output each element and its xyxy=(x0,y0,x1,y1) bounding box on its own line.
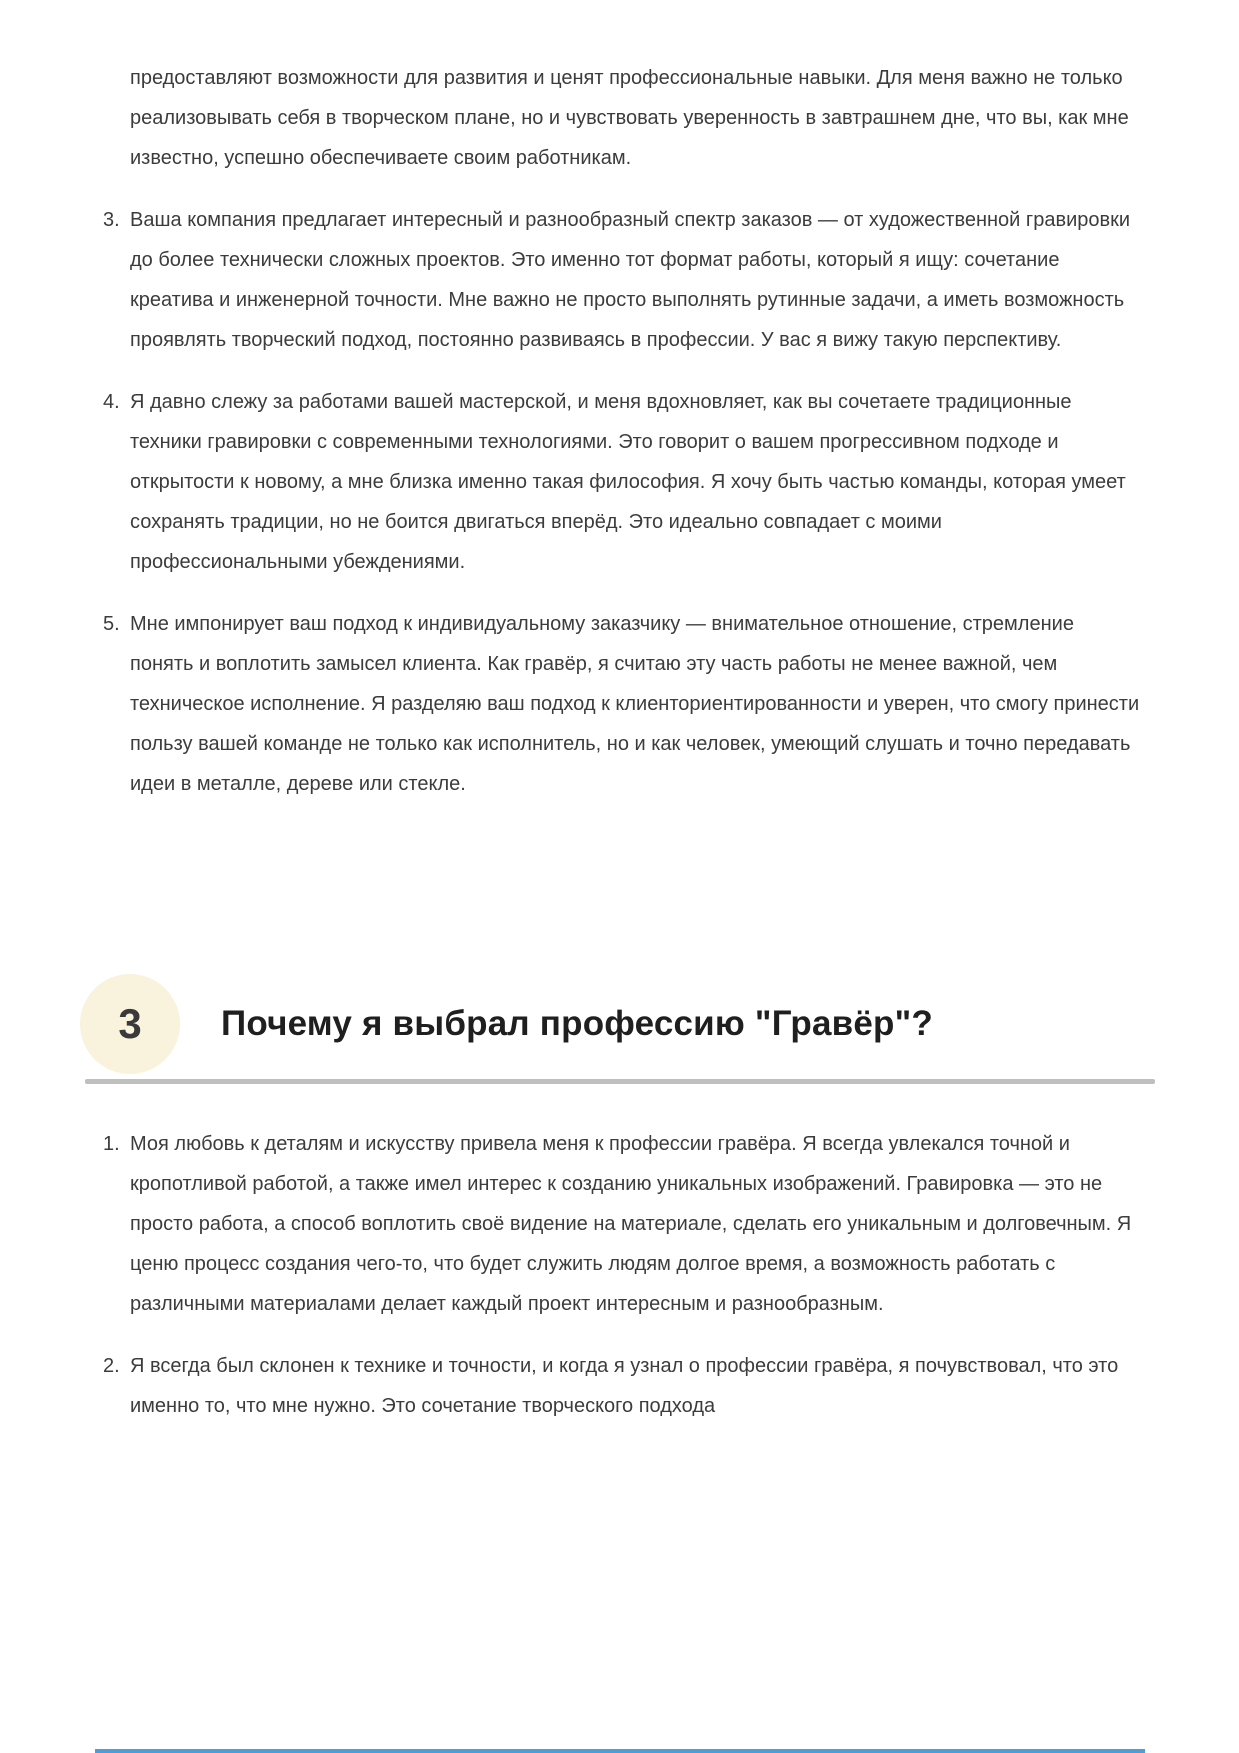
list-item-text: Мне импонирует ваш подход к индивидуальному заказчику — внимательное отношение, стремление понять и воплотить замысел клиента. Как гравёр, я считаю эту часть работы не менее важной, чем техническое исполнение. Я разделяю ваш подход к клиенториентированности и уверен, что смогу принести пользу вашей команде не только как исполнитель, но и как человек, умеющий слушать и точно передавать идеи в металле, дереве или стекле. xyxy=(130,613,1140,795)
list-item-text: Моя любовь к деталям и искусству привела меня к профессии гравёра. Я всегда увлекался точной и кропотливой работой, а также имел интерес к созданию уникальных изображений. Гравировка — это не просто работа, а способ воплотить своё видение на материале, сделать его уникальным и долговечным. Я ценю процесс создания чего-то, что будет служить людям долгое время, а возможность работать с различными материалами делает каждый проект интересным и разнообразным. xyxy=(130,1133,1132,1315)
choice-list xyxy=(103,1124,1155,1426)
list-item xyxy=(103,1124,1155,1324)
list-item xyxy=(103,200,1155,360)
section-header xyxy=(85,974,1155,1074)
list-item-text: Я давно слежу за работами вашей мастерской, и меня вдохновляет, как вы сочетаете традиционные техники гравировки с современными технологиями. Это говорит о вашем прогрессивном подходе и открытости к новому, а мне близка именно такая философия. Я хочу быть частью команды, которая умеет сохранять традиции, но не боится двигаться вперёд. Это идеально совпадает с моими профессиональными убеждениями. xyxy=(130,391,1126,573)
bottom-accent-bar xyxy=(95,1749,1145,1753)
section-divider xyxy=(85,1079,1155,1084)
section-number-badge xyxy=(80,974,180,1074)
list-item-text: Ваша компания предлагает интересный и разнообразный спектр заказов — от художественной гравировки до более технически сложных проектов. Это именно тот формат работы, который я ищу: сочетание креатива и инженерной точности. Мне важно не просто выполнять рутинные задачи, а иметь возможность проявлять творческий подход, постоянно развиваясь в профессии. У вас я вижу такую перспективу. xyxy=(130,209,1131,351)
list-item-number: 1. xyxy=(103,1133,120,1155)
list-item xyxy=(103,382,1155,582)
list-item xyxy=(103,604,1155,804)
list-item-number: 3. xyxy=(103,209,120,231)
list-item-number: 4. xyxy=(103,391,120,413)
page-content xyxy=(85,0,1155,1426)
list-item xyxy=(103,1346,1155,1426)
list-item-number: 2. xyxy=(103,1355,120,1377)
reasons-list xyxy=(103,200,1155,804)
paragraph-continuation: предоставляют возможности для развития и ценят профессиональные навыки. Для меня важно не только реализовывать себя в творческом плане, но и чувствовать уверенность в завтрашнем дне, что вы, как мне известно, успешно обеспечиваете своим работникам. xyxy=(130,67,1129,169)
section-number: 3 xyxy=(118,1000,142,1047)
list-item-text: Я всегда был склонен к технике и точности, и когда я узнал о профессии гравёра, я почувствовал, что это именно то, что мне нужно. Это сочетание творческого подхода xyxy=(130,1355,1119,1417)
section-title: Почему я выбрал профессию "Гравёр"? xyxy=(221,1004,933,1043)
list-item-number: 5. xyxy=(103,613,120,635)
